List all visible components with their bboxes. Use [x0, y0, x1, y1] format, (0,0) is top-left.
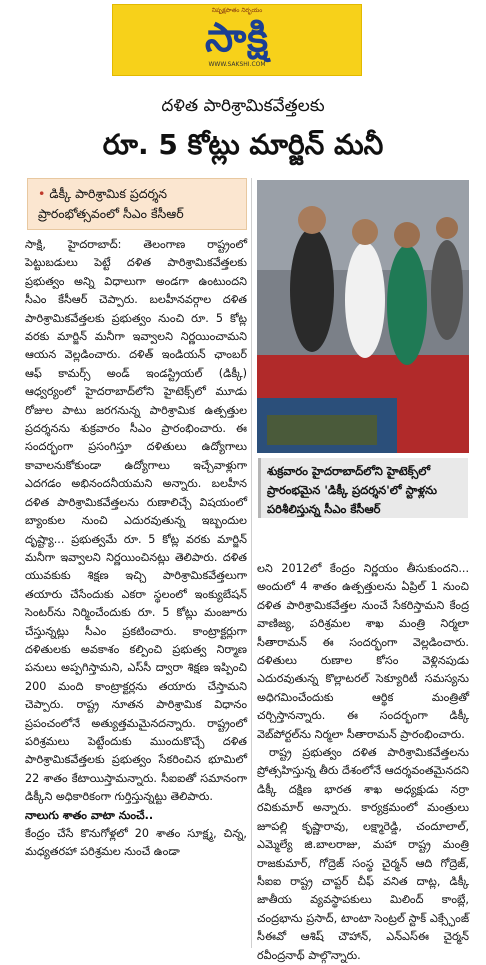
- event-photo: [257, 180, 469, 453]
- article-body-left: [25, 236, 247, 862]
- body-paragraph: లని 2012లో కేంద్రం నిర్ణయం తీసుకుందని... అందులో 4 శాతం ఉత్పత్తులను ఏప్రిల్ 1 నుంచి దళిత పారిశ్రామికవేత్తల నుంచే సేకరిస్తామని కేంద్ర వాణిజ్య, పరిశ్రమల శాఖ మంత్రి నిర్మలా సీతారామన్ ఈ సందర్భంగా వెల్లడించారు. దళితులు రుణాల కోసం వెళ్లినపుడు ఎదురవుతున్న కొల్లాటరల్ సెక్యూరిటీ సమస్యను అధిగమించేందుకు ఆర్థిక మంత్రితో చర్చిస్తానన్నారు. ఈ సందర్భంగా డిక్కీ వెబ్‌పోర్టల్‌ను నిర్మలా సీతారామన్ ప్రారంభించారు.: [257, 562, 469, 741]
- sakshi-logo: సాక్షి: [204, 15, 270, 61]
- highlight-line: [38, 184, 238, 204]
- bullet-icon: •: [38, 186, 46, 201]
- article-body-right: [257, 560, 469, 965]
- photo-caption: శుక్రవారం హైదరాబాద్‌లోని హైటెక్స్‌లో ప్రారంభమైన 'డిక్కీ ప్రదర్శన'లో స్టాళ్లను పరిశీలిస్తున్న సీఎం కేసీఆర్: [258, 458, 468, 518]
- body-paragraph: సాక్షి, హైదరాబాద్: తెలంగాణ రాష్ట్రంలో పెట్టుబడులు పెట్టే దళిత పారిశ్రామికవేత్తలకు ప్రభుత్వం అన్ని విధాలుగా అండగా ఉంటుందని సీఎం కేసీఆర్ చెప్పారు. బలహీనవర్గాల దళిత పారిశ్రామికవేత్తలకు ప్రభుత్వం నుంచి రూ. 5 కోట్ల వరకు మార్జిన్ మనీగా ఇవ్వాలని నిర్ణయించామని ఆయన వెల్లడించారు. దళిత్ ఇండియన్ ఛాంబర్ ఆఫ్ కామర్స్ అండ్ ఇండస్ట్రియల్ (డిక్కీ) ఆధ్వర్యంలో హైదరాబాద్‌లోని హైటెక్స్‌లో మూడు రోజుల పాటు జరగనున్న పారిశ్రామిక ఉత్పత్తుల ప్రదర్శనను శుక్రవారం సీఎం ప్రారంభించారు. ఈ సందర్భంగా ప్రసంగిస్తూ దళితులు ఉద్యోగాలు కావాలనుకోకుండా ఉద్యోగాలు ఇచ్చేవాళ్లుగా ఎదగడం అభినందనీయమని అన్నారు. బలహీన దళిత పారిశ్రామికవేత్తలను రుణాలిచ్చే విషయంలో బ్యాంకుల నుంచి ఎదురవుతున్న ఇబ్బందుల దృష్ట్యా... ప్రభుత్వమే రూ. 5 కోట్ల వరకు మార్జిన్ మనీగా ఇవ్వాలని నిర్ణయించినట్లు తెలిపారు. దళిత యువకుకు శిక్షణ ఇచ్చి పారిశ్రామికవేత్తలుగా తయారు చేసేందుకు ఎకరా స్థలంలో ఇంక్యుబేషన్ సెంటర్‌ను నిర్మించేందుకు రూ. 5 కోట్లు మంజూరు చేస్తున్నట్లు సీఎం ప్రకటించారు. కాంట్రాక్టర్లుగా దళితులకు అవకాశం కల్పించి ప్రభుత్వ నిర్మాణ పనులు అప్పగిస్తామని, ఎస్‌సీ ద్వారా శిక్షణ ఇప్పించి 200 మంది కాంట్రాక్టర్లను తయారు చేస్తామని చెప్పారు. రాష్ట్ర నూతన పారిశ్రామిక విధానం ప్రపంచంలోనే అత్యుత్తమమైనదన్నారు. రాష్ట్రంలో పరిశ్రమలు పెట్టేందుకు ముందుకొచ్చే దళిత పారిశ్రామికవేత్తలకు ప్రభుత్వం సేకరించిన భూమిలో 22 శాతం కేటాయిస్తామన్నారు. సీఐఐతో సమానంగా డిక్కీని అధికారికంగా గుర్తిస్తున్నట్టు తెలిపారు.: [25, 238, 247, 804]
- highlight-line-1: డిక్కీ పారిశ్రామిక ప్రదర్శన: [49, 186, 168, 201]
- newspaper-masthead: [112, 4, 362, 76]
- body-paragraph: కేంద్రం చేసే కొనుగోళ్లలో 20 శాతం సూక్ష్మ, చిన్న, మధ్యతరహా పరిశ్రమల నుంచే ఉండా: [25, 827, 247, 859]
- body-paragraph: రాష్ట్ర ప్రభుత్వం దళిత పారిశ్రామికవేత్తలను ప్రోత్సహిస్తున్న తీరు దేశంలోనే ఆదర్శవంతమైనదని డిక్కీ దక్షిణ భారత శాఖ అధ్యక్షుడు నర్రా రవికుమార్ అన్నారు. కార్యక్రమంలో మంత్రులు జూపల్లి కృష్ణారావు, లక్ష్మారెడ్డి, చందూలాల్, ఎమ్మెల్యే జి.బాలరాజు, మహా రాష్ట్ర మంత్రి రాజకుమార్, గోద్రెజ్ సంస్థ చైర్మన్ ఆది గోద్రెజ్, సీఐఐ రాష్ట్ర చాప్టర్ చీఫ్ వనిత దాట్ల, డిక్కీ జాతీయ వ్యవస్థాపకులు మిలింద్ కాంబ్లే, చంద్రభాను ప్రసాద్, టాంటా సెంట్రల్ స్టాక్ ఎక్స్ఛేంజ్ సీఈవో ఆశిష్ చౌహాన్, ఎన్‌ఎస్‌ఈ చైర్మన్ రవీంద్రనాథ్ పాల్గొన్నారు.: [257, 746, 469, 962]
- highlight-line-2: ప్రారంభోత్సవంలో సీఎం కేసీఆర్: [38, 206, 184, 221]
- highlight-box: [27, 178, 247, 230]
- column-divider: [251, 178, 252, 948]
- masthead-tagline: నిష్పక్షపాతం నిర్భయం: [211, 7, 263, 14]
- article-subhead: దళిత పారిశ్రామికవేత్తలకు: [161, 96, 325, 116]
- article-headline: రూ. 5 కోట్లు మార్జిన్ మనీ: [102, 128, 384, 161]
- event-photo-illustration: [257, 180, 469, 453]
- body-subheading: నాలుగు శాతం వాటా నుంచే..: [25, 808, 154, 822]
- masthead-url: WWW.SAKSHI.COM: [208, 61, 266, 68]
